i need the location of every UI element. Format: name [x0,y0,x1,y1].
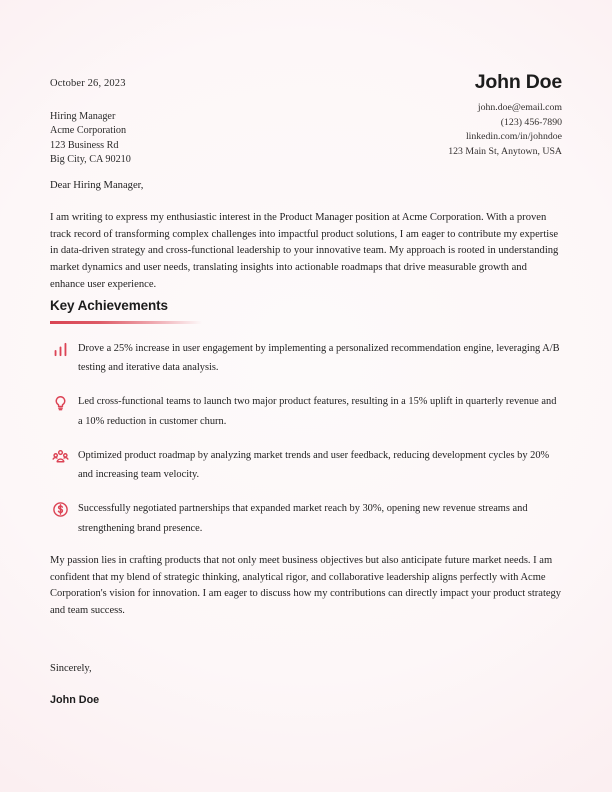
achievements-list [50,338,562,552]
recipient-block [50,110,131,168]
achievement-item [50,338,562,376]
sender-contact-block [448,101,562,159]
sender-block [448,72,562,159]
recipient-company: Acme Corporation [50,125,127,137]
achievement-text: Led cross-functional teams to launch two major product features, resulting in a 15% uplift in quarterly revenue and a 10% reduction in customer churn. [78,396,557,427]
sender-email[interactable]: john.doe@email.com [477,102,562,114]
recipient-street: 123 Business Rd [50,139,119,151]
salutation: Dear Hiring Manager, [50,180,144,191]
signature-name: John Doe [50,694,100,706]
sender-linkedin[interactable]: linkedin.com/in/johndoe [465,131,562,143]
letter-date: October 26, 2023 [50,78,126,89]
users-group-icon [52,448,69,465]
achievement-text: Successfully negotiated partnerships that expanded market reach by 30%, opening new revenue streams and strengthening brand presence. [78,503,528,534]
letter-content [50,0,562,792]
sender-name: John Doe [474,71,562,93]
recipient-city-state-zip: Big City, CA 90210 [50,154,131,166]
dollar-circle-icon [52,501,69,518]
closing-salutation: Sincerely, [50,663,92,674]
sender-address: 123 Main St, Anytown, USA [448,145,562,157]
achievement-text: Drove a 25% increase in user engagement by implementing a personalized recommendation engine, leveraging A/B testing and iterative data analysis. [78,343,560,374]
section-accent-rule [50,321,202,324]
sender-phone[interactable]: (123) 456-7890 [500,116,562,128]
opening-paragraph: I am writing to express my enthusiastic interest in the Product Manager position at Acme Corporation. With a proven track record of transforming complex challenges into impactful product solutions, I am eager to contribute my expertise in data-driven strategy and cross-functional leadership to your innovative team. My approach is rooted in understanding market dynamics and user needs, translating insights into actionable roadmaps that drive measurable growth and enhance user experience. [50,212,559,290]
achievement-item [50,498,562,536]
closing-paragraph: My passion lies in crafting products that not only meet business objectives but also anticipate future market needs. I am confident that my blend of strategic thinking, analytical rigor, and collaborative leadership aligns perfectly with Acme Corporation's vision for innovation. I am eager to discuss how my contributions can directly impact your product strategy and team success. [50,555,562,616]
achievement-item [50,445,562,483]
lightbulb-icon [52,394,69,411]
key-achievements-section-header [50,298,562,324]
bar-chart-icon [52,341,69,358]
achievement-text: Optimized product roadmap by analyzing market trends and user feedback, reducing development cycles by 20% and increasing team velocity. [78,449,550,481]
section-title: Key Achievements [50,298,168,313]
recipient-name: Hiring Manager [50,111,116,122]
achievement-item [50,391,562,429]
